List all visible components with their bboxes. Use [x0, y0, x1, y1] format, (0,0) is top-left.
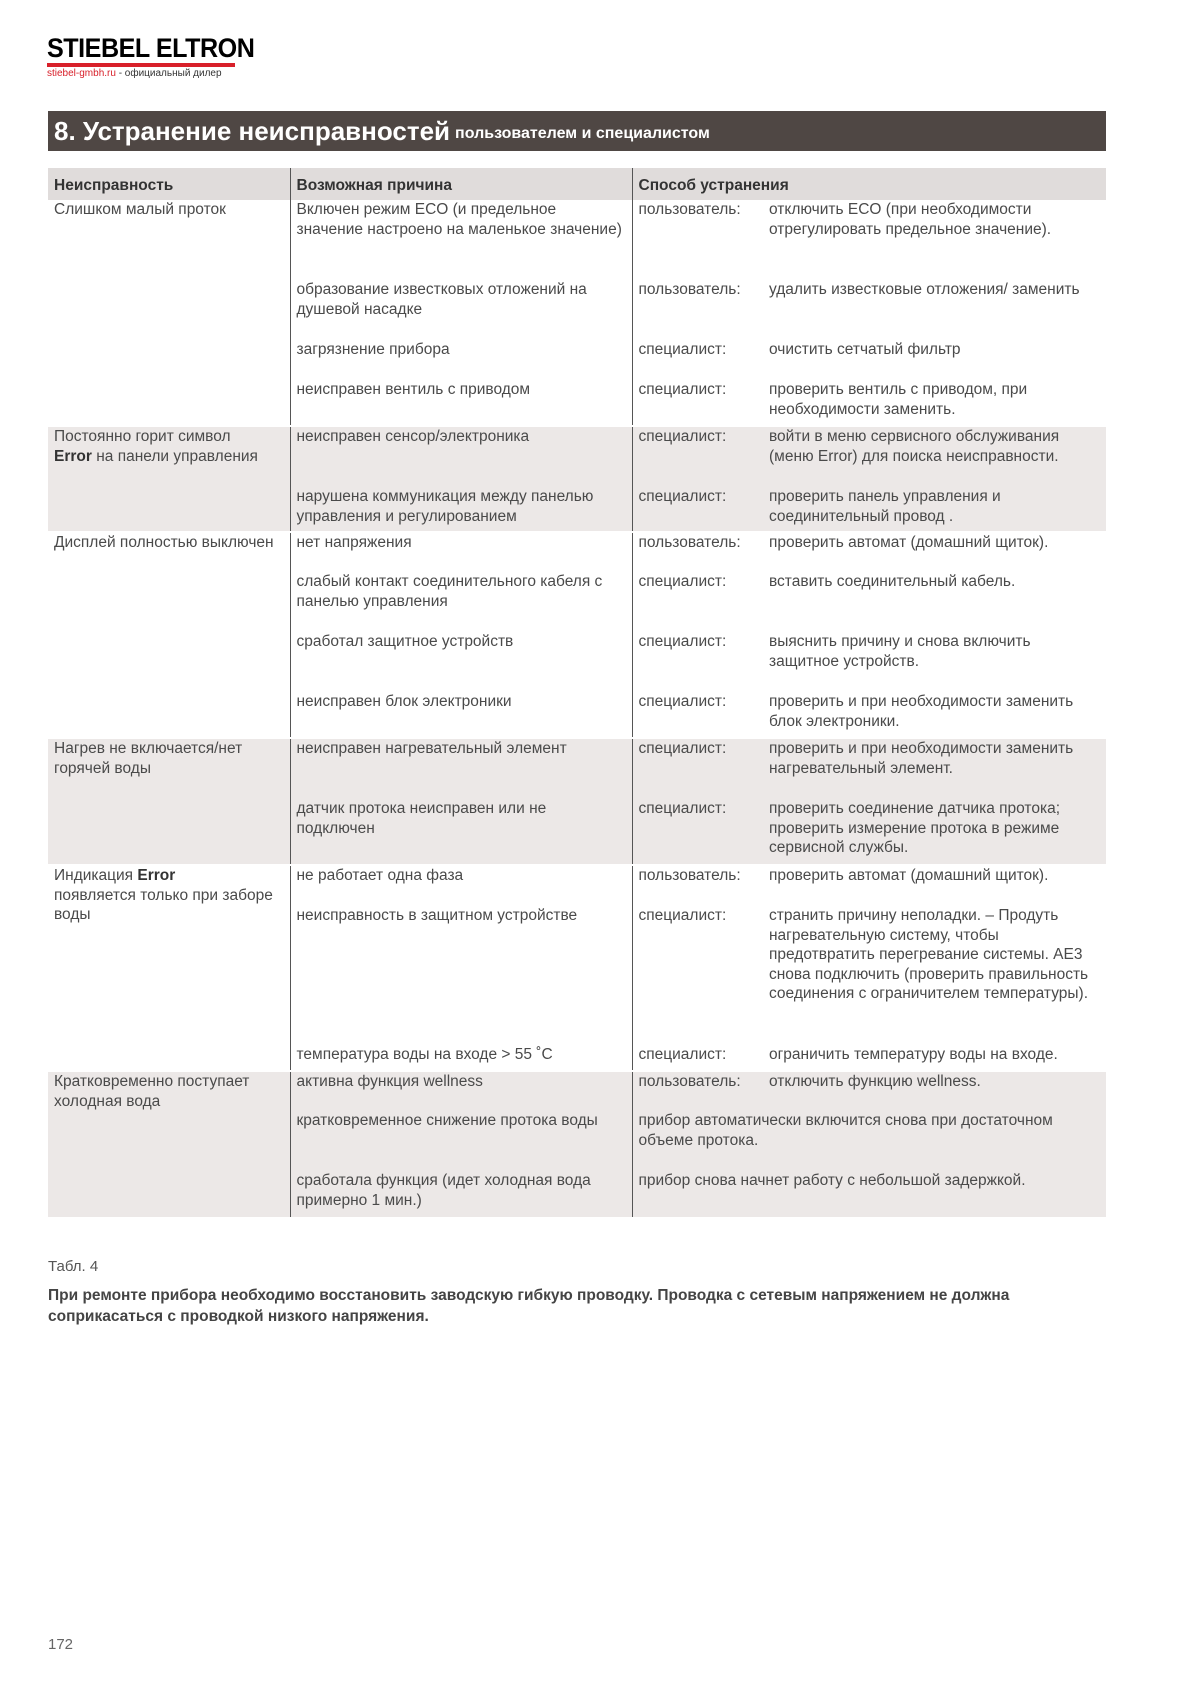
section-title: 8. Устранение неисправностей: [54, 115, 451, 146]
dealer-text: - официальный дилер: [115, 68, 222, 79]
remedy-cell: проверить и при необходимости заменить блок электроники.: [763, 692, 1106, 738]
table-caption: Табл. 4: [48, 1258, 99, 1275]
cause-cell: датчик протока неисправен или не подключен: [290, 799, 632, 865]
performer-cell: специалист:: [632, 1045, 763, 1071]
header-remedy: Способ устранения: [632, 168, 1106, 200]
remedy-cell: отключить ECO (при необходимости отрегулировать предельное значение).: [769, 201, 1052, 238]
brand-name: STIEBEL ELTRON: [47, 33, 255, 63]
remedy-cell: проверить и при необходимости заменить нагревательный элемент.: [763, 738, 1106, 799]
cause-cell: нарушена коммуникация между панелью управления и регулированием: [290, 487, 632, 532]
cause-cell: образование известковых отложений на душевой насадке: [290, 280, 632, 340]
fault-cell: [48, 426, 290, 532]
performer-cell: пользователь:: [632, 200, 763, 280]
remedy-cell: проверить панель управления и соединительный провод .: [763, 487, 1106, 532]
troubleshooting-table: [48, 168, 1106, 1217]
remedy-cell: прибор снова начнет работу с небольшой задержкой.: [632, 1171, 1106, 1217]
fault-text: на панели управления: [91, 447, 258, 465]
cause-cell: нет напряжения: [290, 532, 632, 572]
table-row: [48, 738, 1106, 799]
table-row: [48, 532, 1106, 572]
cause-cell: загрязнение прибора: [290, 340, 632, 380]
fault-cell: [48, 865, 290, 1071]
page-number: 172: [48, 1636, 74, 1653]
table-row: [48, 200, 1106, 280]
cause-cell: неисправность в защитном устройстве: [290, 906, 632, 1045]
error-keyword: Error: [54, 447, 92, 465]
fault-cell: Дисплей полностью выключен: [48, 532, 290, 738]
cause-cell: неисправен вентиль с приводом: [290, 380, 632, 426]
section-subtitle: пользователем и специалистом: [455, 125, 710, 142]
performer-cell: пользователь:: [632, 1071, 763, 1111]
performer-cell: специалист:: [632, 380, 763, 426]
remedy-cell: вставить соединительный кабель.: [769, 573, 1016, 590]
brand-subline: [47, 68, 270, 79]
warning-note: При ремонте прибора необходимо восстановить заводскую гибкую проводку. Проводка с сетевым напряжением не должна соприкасаться с проводкой низкого напряжения.: [48, 1287, 1010, 1325]
error-keyword: Error: [137, 867, 176, 884]
cause-cell: активна функция wellness: [290, 1071, 632, 1111]
dealer-site-link[interactable]: stiebel-gmbh.ru: [47, 68, 116, 79]
section-title-bar: [48, 111, 1106, 151]
fault-text: Индикация: [54, 867, 138, 884]
header-fault: Неисправность: [48, 168, 290, 200]
brand-logo: [47, 34, 270, 79]
cause-cell: Включен режим ECO (и предельное значение настроено на маленькое значение): [290, 200, 632, 280]
fault-cell: Кратковременно поступает холодная вода: [48, 1071, 290, 1217]
remedy-cell: проверить соединение датчика протока; проверить измерение протока в режиме сервисной службы.: [763, 799, 1106, 865]
performer-cell: специалист:: [632, 572, 763, 632]
performer-cell: специалист:: [632, 340, 763, 380]
cause-cell: сработал защитное устройств: [290, 632, 632, 692]
table-header-row: [48, 168, 1106, 200]
performer-cell: специалист:: [632, 738, 763, 799]
fault-cell: Слишком малый проток: [48, 200, 290, 426]
table-row: [48, 426, 1106, 487]
cause-cell: не работает одна фаза: [290, 865, 632, 906]
performer-cell: специалист:: [632, 487, 763, 532]
performer-cell: специалист:: [632, 799, 763, 865]
remedy-cell: войти в меню сервисного обслуживания (меню Error) для поиска неисправности.: [763, 426, 1106, 487]
remedy-cell: странить причину неполадки. – Продуть нагревательную систему, чтобы предотвратить перегревание системы. AE3 снова подключить (проверить правильность соединения с ограничителем температуры).: [769, 907, 1089, 1002]
performer-cell: специалист:: [632, 692, 763, 738]
remedy-cell: отключить функцию wellness.: [763, 1071, 1106, 1111]
cause-cell: температура воды на входе > 55 ˚C: [290, 1045, 632, 1071]
fault-cell: Нагрев не включается/нет горячей воды: [48, 738, 290, 865]
cause-cell: неисправен нагревательный элемент: [290, 738, 632, 799]
brand-underline: [47, 63, 235, 67]
table-row: [48, 865, 1106, 906]
fault-text: Постоянно горит символ: [54, 428, 231, 445]
remedy-cell: выяснить причину и снова включить защитное устройств.: [769, 633, 1031, 670]
performer-cell: пользователь:: [632, 280, 763, 340]
performer-cell: специалист:: [632, 632, 763, 692]
table-row: [48, 1071, 1106, 1111]
fault-text: появляется только при заборе воды: [54, 886, 273, 923]
remedy-cell: очистить сетчатый фильтр: [769, 341, 961, 358]
performer-cell: пользователь:: [632, 865, 763, 906]
remedy-cell: ограничить температуру воды на входе.: [763, 1045, 1106, 1071]
cause-cell: слабый контакт соединительного кабеля с панелью управления: [290, 572, 632, 632]
cause-cell: неисправен сенсор/электроника: [290, 426, 632, 487]
cause-cell: кратковременное снижение протока воды: [290, 1111, 632, 1171]
performer-cell: специалист:: [632, 906, 763, 1045]
header-cause: Возможная причина: [290, 168, 632, 200]
remedy-cell: удалить известковые отложения/ заменить: [769, 281, 1080, 298]
remedy-cell: проверить автомат (домашний щиток).: [769, 534, 1049, 551]
performer-cell: специалист:: [632, 426, 763, 487]
cause-cell: неисправен блок электроники: [290, 692, 632, 738]
cause-cell: сработала функция (идет холодная вода примерно 1 мин.): [290, 1171, 632, 1217]
remedy-cell: прибор автоматически включится снова при достаточном объеме протока.: [632, 1111, 1106, 1171]
remedy-cell: проверить вентиль с приводом, при необходимости заменить.: [763, 380, 1106, 426]
remedy-cell: проверить автомат (домашний щиток).: [769, 867, 1049, 884]
performer-cell: пользователь:: [632, 532, 763, 572]
